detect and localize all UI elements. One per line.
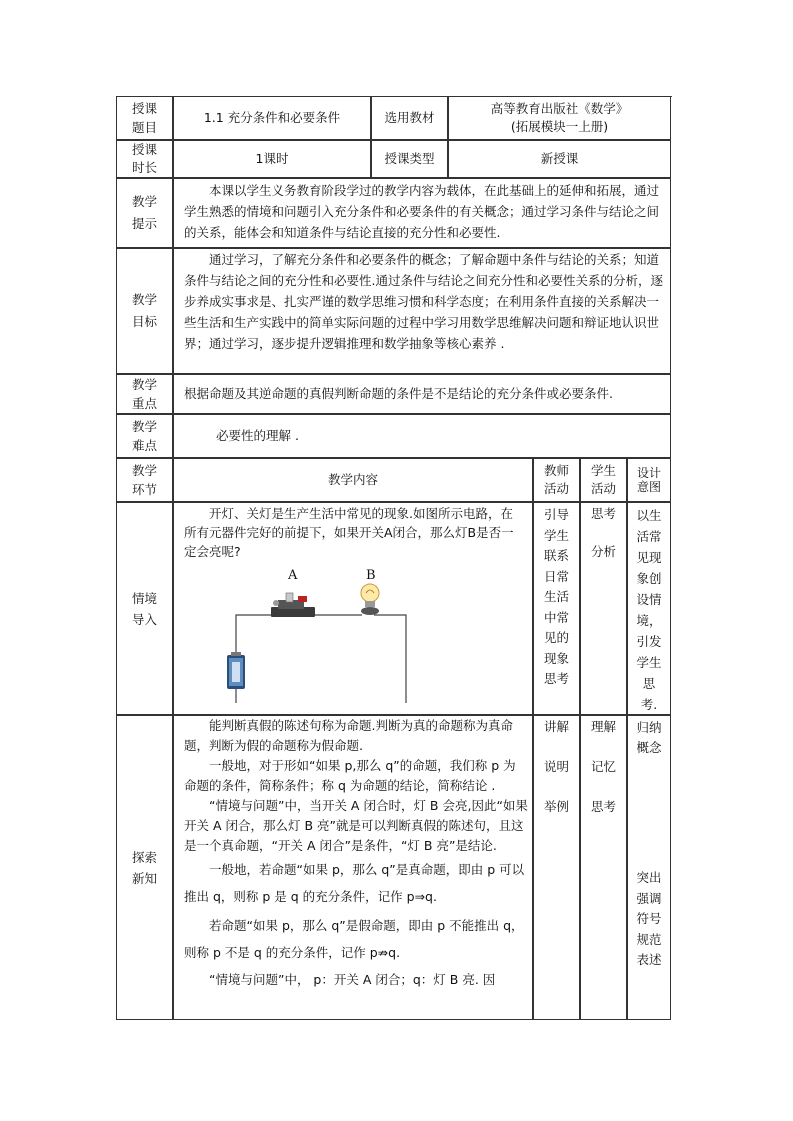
textbook: 高等教育出版社《数学》 (拓展模块一上册)	[448, 96, 671, 140]
label-a: A	[288, 568, 298, 583]
class-type: 新授课	[448, 140, 671, 178]
teaching-hint-text: 本课以学生义务教育阶段学过的教学内容为载体，在此基础上的延伸和拓展，通过学生熟悉的情境和问题引入充分条件和必要条件的有关概念；通过学习条件与结论之间的关系，能体会和知道条件与结论直接的充分性和必要性.	[173, 178, 671, 248]
col-teacher-activity: 教师活动	[533, 458, 580, 502]
duration: 1课时	[173, 140, 371, 178]
intro-student-activity: 思考 分析	[580, 502, 627, 715]
label-class-type: 授课类型	[371, 140, 448, 178]
label-course-title: 授课题目	[116, 96, 173, 140]
label-textbook: 选用教材	[371, 96, 448, 140]
battery	[227, 652, 245, 689]
label-teaching-hint: 教学提示	[116, 178, 173, 248]
explore-teacher-activity: 讲解 说明 举例	[533, 715, 580, 1020]
course-title: 1.1 充分条件和必要条件	[173, 96, 371, 140]
label-duration: 授课时长	[116, 140, 173, 178]
teaching-key-text: 根据命题及其逆命题的真假判断命题的条件是不是结论的充分条件或必要条件.	[173, 374, 671, 414]
label-teaching-key: 教学重点	[116, 374, 173, 414]
col-stage: 教学环节	[116, 458, 173, 502]
circuit-wire-left	[236, 615, 274, 655]
teaching-difficulty-text: 必要性的理解 .	[173, 414, 671, 458]
circuit-wire	[236, 615, 406, 703]
explore-content: 能判断真假的陈述句称为命题.判断为真的命题称为真命题，判断为假的命题称为假命题. 一般地，对于形如“如果 p,那么 q”的命题，我们称 p 为命题的条件，简称条件；称 q 为命题的结论，简称结论 . “情境与问题”中，当开关 A 闭合时，灯 B 会亮,因此“如果开关 A 闭合，那么灯 B 亮”就是可以判断真假的陈述句，且这是一个真命题，“开关 A 闭合”是条件，“灯 B 亮”是结论. 一般地，若命题“如果 p，那么 q”是真命题，即由 p 可以推出 q，则称 p 是 q 的充分条件，记作 p⇒q. 若命题“如果 p，那么 q”是假命题，即由 p 不能推出 q，则称 p 不是 q 的充分条件，记作 p⇏q. “情境与问题”中， p：开关 A 闭合；q：灯 B 亮. 因	[173, 715, 533, 1020]
explore-design-intent: 归纳概念 突出强调符号规范表述	[627, 715, 671, 1020]
circuit-diagram	[174, 563, 533, 703]
switch-a	[271, 593, 315, 617]
col-student-activity: 学生活动	[580, 458, 627, 502]
intro-content: 开灯、关灯是生产生活中常见的现象.如图所示电路，在所有元器件完好的前提下，如果开关A闭合，那么灯B是否一定会亮呢? A B	[173, 502, 533, 715]
explore-student-activity: 理解 记忆 思考	[580, 715, 627, 1020]
intro-teacher-activity: 引导学生联系日常生活中常见的现象思考	[533, 502, 580, 715]
col-design-intent: 设计意图	[627, 458, 671, 502]
label-b: B	[366, 568, 376, 583]
label-teaching-difficulty: 教学难点	[116, 414, 173, 458]
stage-explore: 探索新知	[116, 715, 173, 1020]
teaching-goal-text: 通过学习，了解充分条件和必要条件的概念；了解命题中条件与结论的关系；知道条件与结论之间的充分性和必要性.通过条件与结论之间充分性和必要性关系的分析，逐步养成实事求是、扎实严谨的数学思维习惯和科学态度；在利用条件直接的关系解决一些生活和生产实践中的简单实际问题的过程中学习用数学思维解决问题和辩证地认识世界；通过学习，逐步提升逻辑推理和数学抽象等核心素养 .	[173, 248, 671, 374]
intro-design-intent: 以生活常见现象创设情境，引发学生思考.	[627, 502, 671, 715]
col-content: 教学内容	[173, 458, 533, 502]
stage-intro: 情境导入	[116, 502, 173, 715]
label-teaching-goal: 教学目标	[116, 248, 173, 374]
bulb-b	[361, 584, 379, 615]
